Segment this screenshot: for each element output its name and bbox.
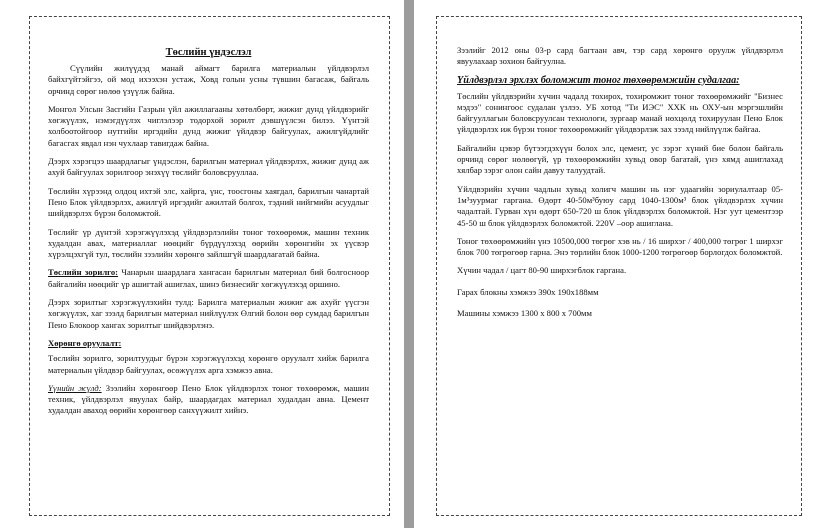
investment-heading: Хөрөнгө оруулалт: [48,337,122,348]
result-text: Зээлийн хөрөнгөөр Пено Блок үйлдвэрлэх тоног төхөөрөмж, машин техник, үйлдвэрлэл явуулах байр, шаардагдах материал худалдан авна. Цемент худалдан аваход өөрийн хөрөнгөөр санхүүжилт хийнэ. [48,382,370,416]
paragraph-goal [48,267,369,290]
paragraph: Дээрх хэрэгцээ шаардлагыг үндэслэн, барилгын материал үйлдвэрлэх, жижиг дунд аж ахуй байгуулах зорилгоор энэхүү төслийг боловсрууллаа. [48,156,369,178]
result-label: Үүнийн жүлд: [48,382,102,393]
equipment-heading: Үйлдвэрлэл эрхлэх боломжит тоног төхөөрөмжийн судалгаа: [457,74,740,86]
paragraph: Монгол Улсын Засгийн Газрын үйл ажиллагааны хөтөлбөрт, жижиг дунд үйлдвэрийг хөгжүүлэх, нэмэгдүүлэх чиглэлээр тодорхой зорилт дэвшүүлсэн билээ. Үүнтэй холбоотойгоор нутгийн иргэдийн дунд жижиг үйлдвэр байгуулах, ажилгүйдлийг багасгах явдал нэн чухлаар тавигдаж байна. [48,103,369,148]
spec-capacity: Хүчин чадал / цагт 80-90 ширхэгблок гаргана. [457,265,627,276]
page-frame-right [436,16,802,516]
goal-text: Чанарын шаардлага хангасан барилгын материал бий болгосноор байгалийн нөөцийг үр ашигтай ашиглах, шинэ бизнесийг хөгжүүлэхэд оршино. [48,267,369,289]
paragraph: Байгалийн цэвэр бүтээгдэхүүн болох элс, цемент, ус зэрэг хүний бие болон байгаль орчинд сөрөг нөлөөгүй, үр төхөөрөмжийн хувьд овор багатай, үнэ хямд ашиглахад хялбар зэрэг олон сайн давуу талуудтай. [457,142,783,176]
spec-machine-size: Машины хэмжээ 1300 х 800 х 700мм [457,308,592,319]
paragraph: Сүүлийн жилүүдэд манай аймагт барилга материалын үйлдвэрлэл байхгүйтэйгээ, ой мод ихээхэн устаж, Ховд голын усны түвшин багасаж, байгаль орчинд сөрөг нөлөө үзүүлж байна. [48,63,369,96]
paragraph: Үйлдвэрийн хүчин чадлын хувьд холигч машин нь нэг удаагийн зориулалтаар 05-1м³зуурмаг гаргана. Өдөрт 40-50м³буюу сард 1040-1300м³ блок үйлдвэрлэх хүчин чадалтай. Гурван хүн өдөрт 650-720 ш блок үйлдвэрлэх боломжтой. Нэг уут цементээр 45-50 ш блок үйлдвэрлэх боломжтой. 220V –оор ашиглана. [457,183,783,228]
document-page-right [414,10,820,518]
paragraph-result [48,383,369,417]
paragraph: Төслийн хүрээнд олдоц ихтэй элс, хайрга, үнс, тоосгоны хаягдал, барилгын чанартай Пено Блок үйлдвэрлэх, ажилгүй иргэдийг ажилтай болгох, тэдний нийгмийн асуудлыг шийдвэрлэх бүрэн боломжтой. [48,185,369,219]
spec-block-size: Гарах блокны хэмжээ 390х 190х188мм [457,286,599,297]
paragraph: Төслийг үр дүнтэй хэрэгжүүлэхэд үйлдвэрлэлийн тоног төхөөрөмж, машин техник худалдан авах, материаллаг нөөцийг бүрдүүлэхэд өөрийн хөрөнгийн эх үүсвэр хүрэлцэхгүй тул, төслийн зээлийн хөрөнгө зайлшгүй шаардлагатай байна. [48,226,369,260]
paragraph: Зээлийг 2012 оны 03-р сард багтаан авч, тэр сард хөрөнгө оруулж үйлдвэрлэл явуулахаар зохион байгуулна. [457,45,783,67]
page-gutter [404,0,414,528]
document-page-left [0,10,404,518]
page-frame-left [29,16,390,516]
section-title: Төслийн үндэслэл [165,47,252,58]
goal-label: Төслийн зорилго: [48,267,118,278]
paragraph: Тоног төхөөрөмжийн үнэ 10500,000 төгрөг хэв нь / 16 ширхэг / 400,000 төгрөг 1 ширхэг блок 700 төгрөгөөр гарна. Энэ төрлийн блок 1000-1200 төгрөгөөр борлогдох боломжтой. [457,235,783,258]
paragraph: Төслийн зорилго, зорилтуудыг бүрэн хэрэгжүүлэхэд хөрөнгө оруулалт хийж барилга материалын үйлдвэр байгуулах, өсөжүүлэх арга хэмжээ авна. [48,353,369,375]
paragraph: Төслийн үйлдвэрийн хүчин чадалд тохирох, тохиромжит тоног төхөөрөмжийг "Бизнес мэдээ" сонингоос судалан үзлээ. УБ хотод "Ти ИЭС" ХХК нь ОХУ-ын мэргэшлийн байгууллагын боловсруулсан технологи, зургаар манай нөхцөлд тохируулан Пено Блок үйлдвэрлэх иж бүрэн тоног төхөөрөмжийг үйлдвэрлэж зах зээлд нийлүүлж байгаа. [457,90,783,135]
paragraph: Дээрх зорилтыг хэрэгжүүлэхийн тулд: Барилга материалын жижиг аж ахуйг үүсгэн хөгжүүлэх, хаг зээлд барилгын материал нийлүүлэх Өлгий болон өөр сумдад барилгын Пено Блокоор хангах зорилтыг шийдвэрлэнэ. [48,297,369,330]
